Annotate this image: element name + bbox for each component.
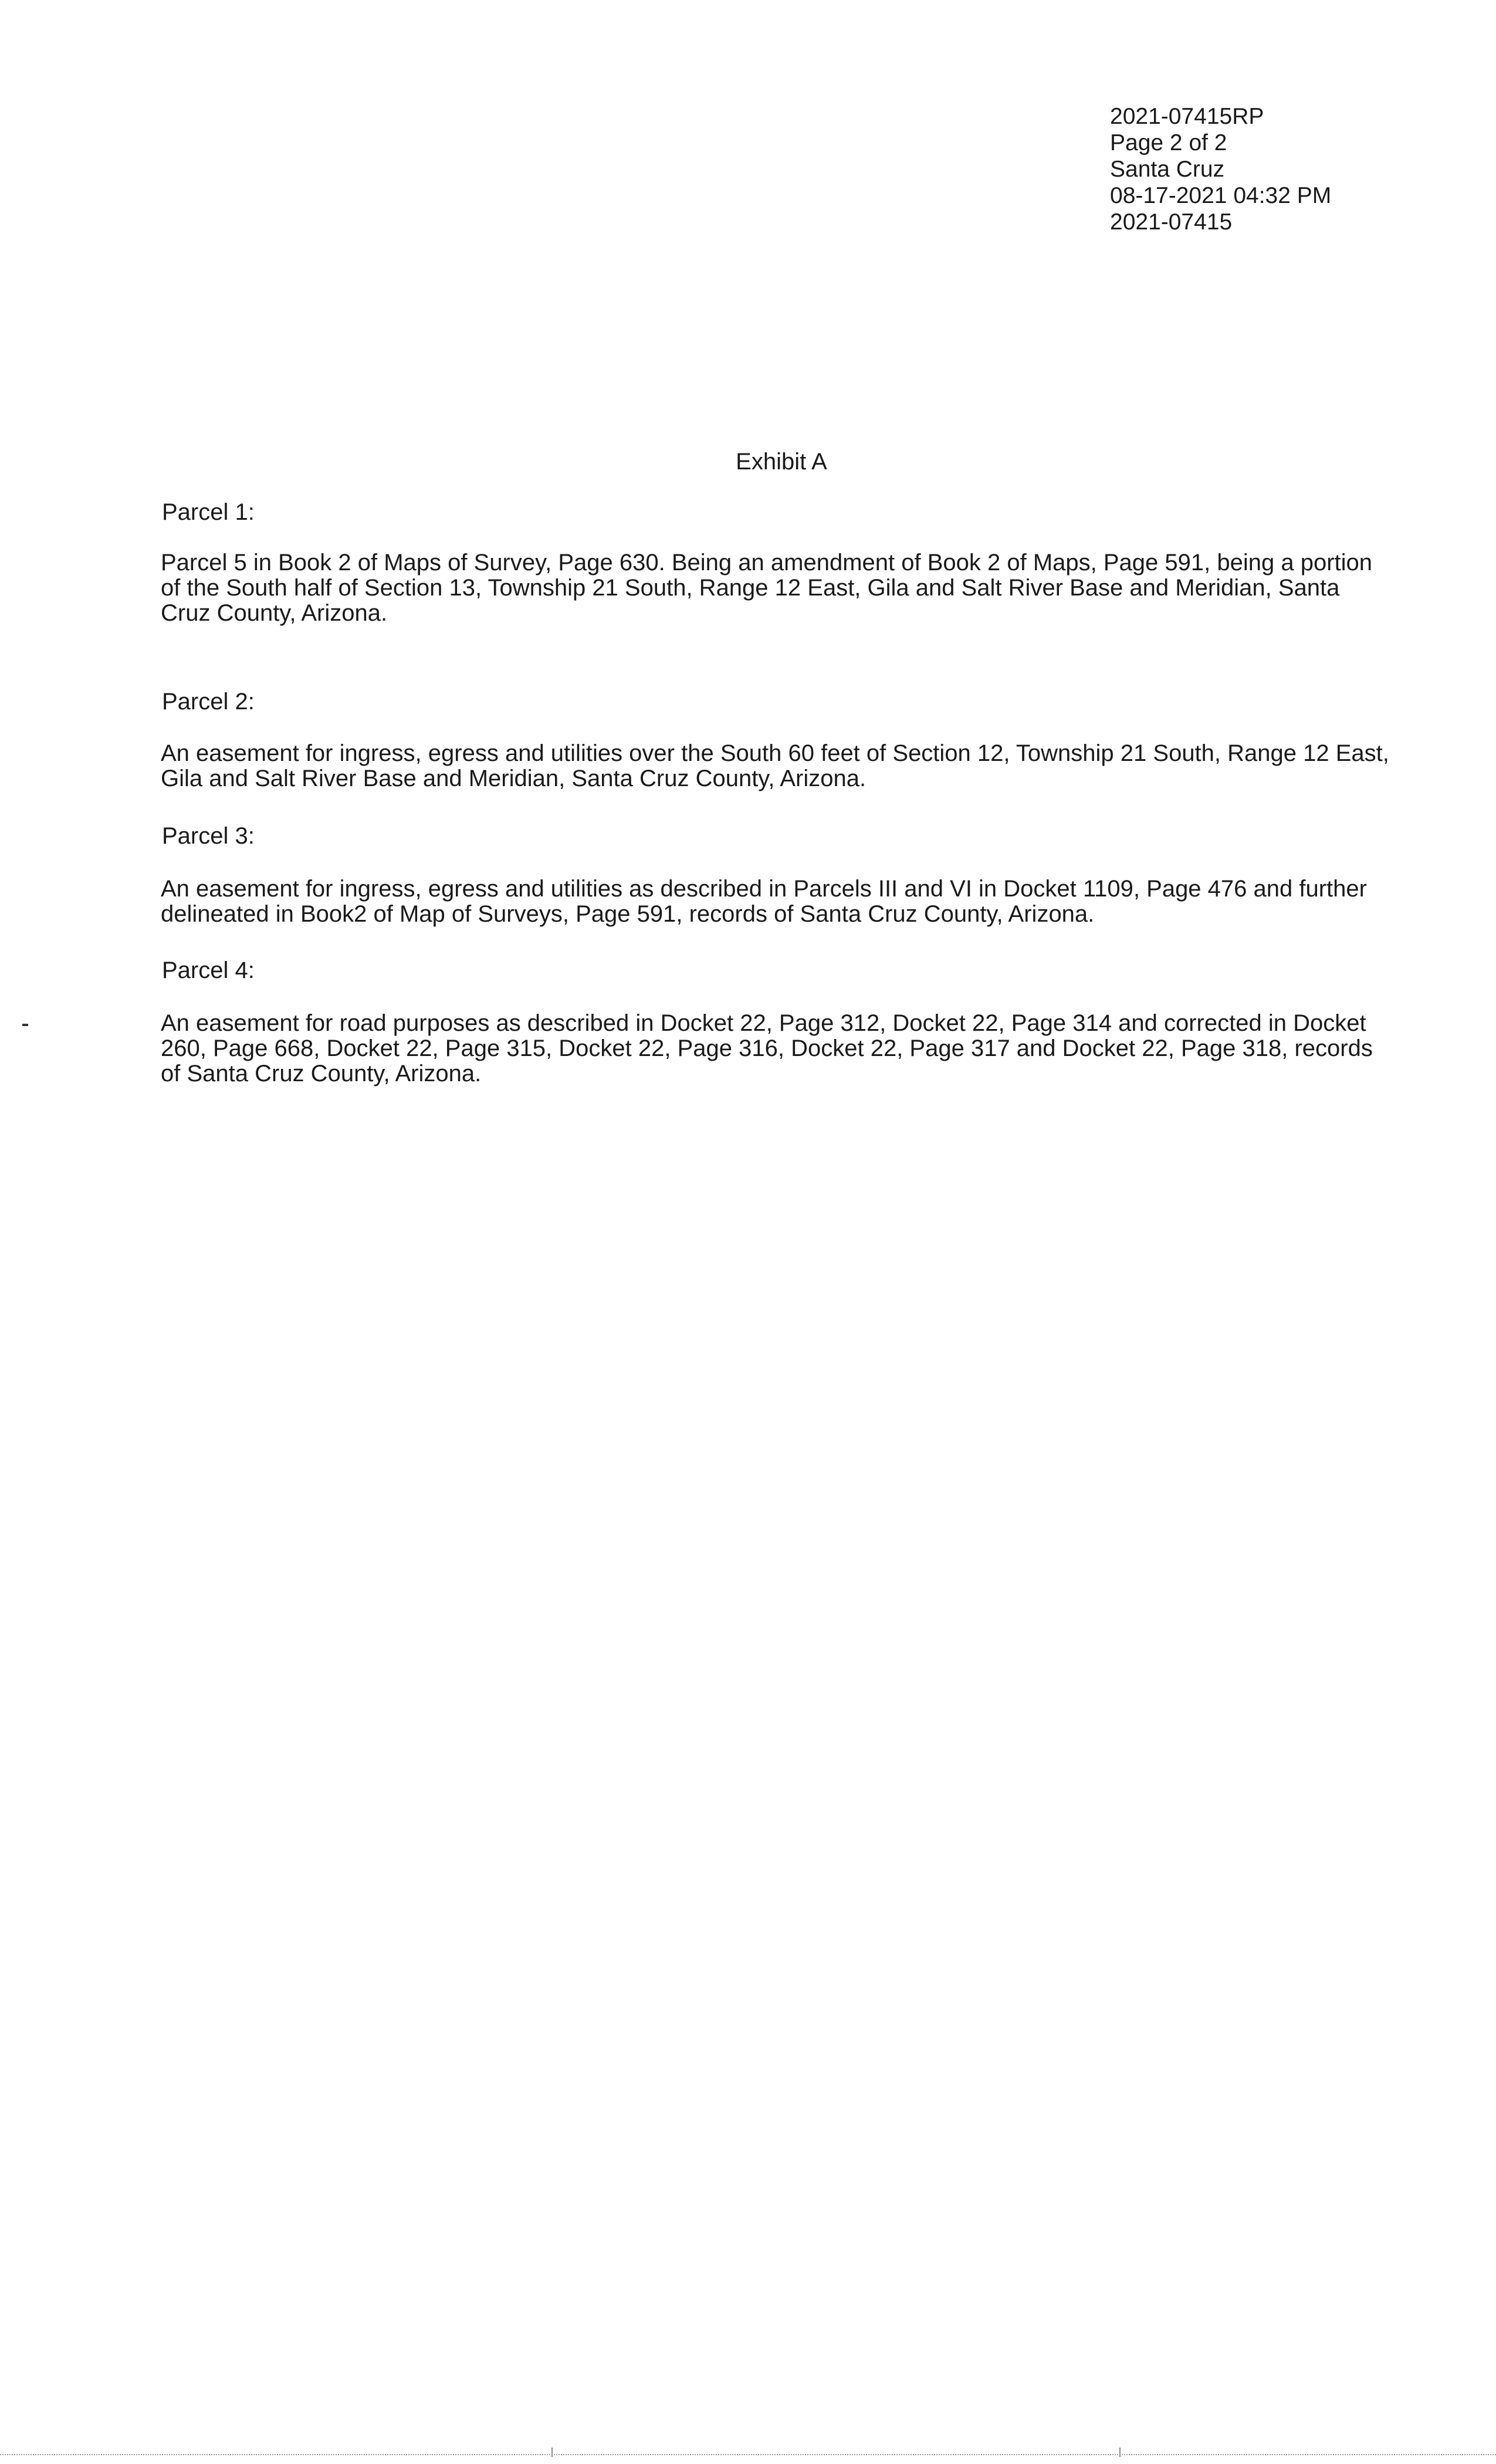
parcel-4-line: of Santa Cruz County, Arizona. xyxy=(161,1061,482,1087)
parcel-1-line: Cruz County, Arizona. xyxy=(161,600,388,626)
parcel-3-line: An easement for ingress, egress and utilities as described in Parcels III and VI in Docket 1109, Page 476 and further xyxy=(161,876,1367,902)
parcel-3-heading: Parcel 3: xyxy=(162,823,255,849)
parcel-1-line: of the South half of Section 13, Township 21 South, Range 12 East, Gila and Salt River Base and Meridian, Santa xyxy=(161,575,1340,601)
document-number-rp: 2021-07415RP xyxy=(1110,104,1264,129)
parcel-2-description xyxy=(161,741,1404,791)
parcel-4-description xyxy=(161,1011,1404,1087)
parcel-2-heading: Parcel 2: xyxy=(162,689,255,715)
scan-margin-mark xyxy=(22,1024,28,1026)
parcel-4-heading: Parcel 4: xyxy=(162,957,255,983)
scan-footer-tick xyxy=(1119,2448,1121,2457)
recording-stamp xyxy=(1110,103,1331,235)
page-indicator: Page 2 of 2 xyxy=(1110,130,1227,155)
parcel-3-line: delineated in Book2 of Map of Surveys, Page 591, records of Santa Cruz County, Arizona. xyxy=(161,901,1095,927)
parcel-4-line: 260, Page 668, Docket 22, Page 315, Docket 22, Page 316, Docket 22, Page 317 and Docket 22, Page 318, records xyxy=(161,1035,1373,1061)
parcel-4-line: An easement for road purposes as described in Docket 22, Page 312, Docket 22, Page 314 and corrected in Docket xyxy=(161,1010,1366,1036)
scan-footer-rule xyxy=(0,2454,1496,2455)
exhibit-title: Exhibit A xyxy=(736,449,827,475)
scan-footer-tick xyxy=(551,2448,553,2457)
parcel-3-description xyxy=(161,876,1404,927)
county-name: Santa Cruz xyxy=(1110,157,1225,182)
parcel-2-line: An easement for ingress, egress and utilities over the South 60 feet of Section 12, Township 21 South, Range 12 East, xyxy=(161,740,1389,766)
parcel-1-heading: Parcel 1: xyxy=(162,499,255,525)
parcel-1-line: Parcel 5 in Book 2 of Maps of Survey, Page 630. Being an amendment of Book 2 of Maps, Page 591, being a portion xyxy=(161,550,1372,576)
recorded-timestamp: 08-17-2021 04:32 PM xyxy=(1110,183,1332,208)
parcel-2-line: Gila and Salt River Base and Meridian, Santa Cruz County, Arizona. xyxy=(161,766,867,791)
parcel-1-description xyxy=(161,550,1404,626)
document-number: 2021-07415 xyxy=(1110,209,1233,235)
